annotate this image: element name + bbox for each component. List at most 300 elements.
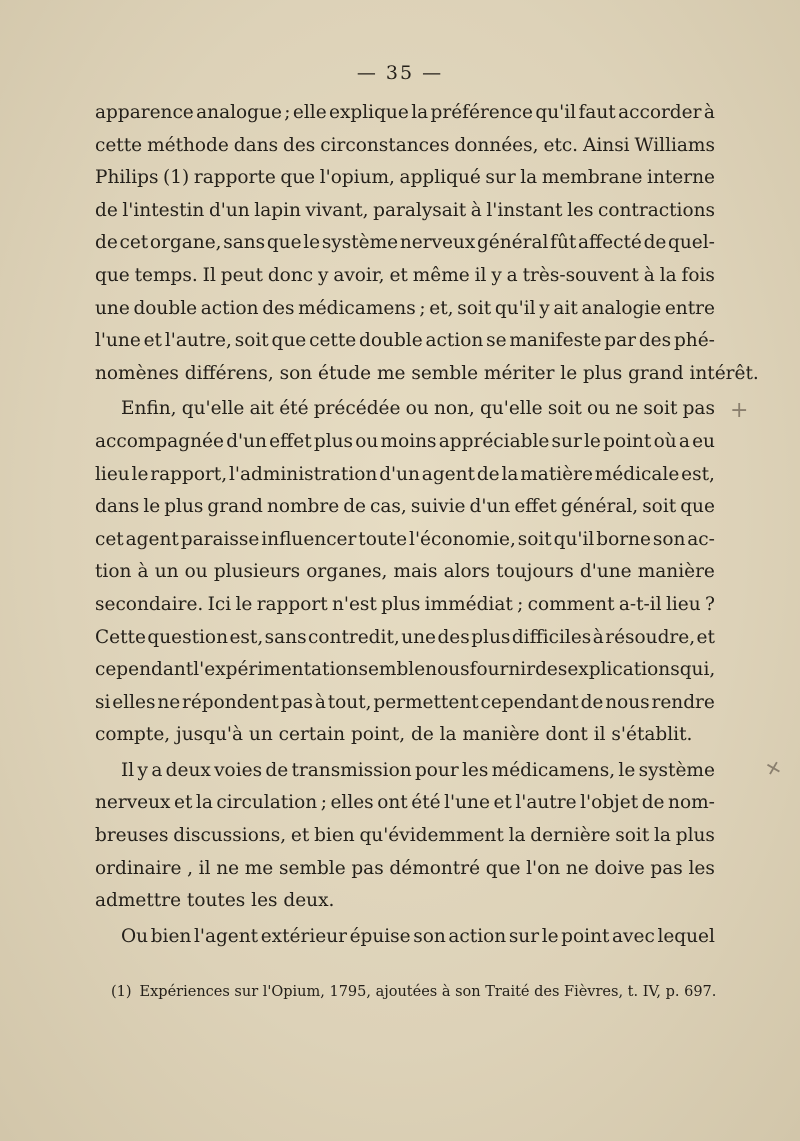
word: ont [377,792,408,814]
word: semble [278,857,346,879]
word: ou [184,561,208,583]
word: appréciable [438,430,550,452]
text-line [95,227,715,260]
word: transmission [291,759,412,781]
word: ne [615,398,639,420]
word: plus [313,430,354,452]
text-line-content [95,524,715,557]
word: donc [267,264,314,286]
word: la [508,825,526,847]
word: Il [121,759,135,781]
word: tout, [327,691,372,713]
word: la [659,264,677,286]
word: quel- [668,232,715,254]
word: dans [95,496,140,518]
word: influencer [261,528,357,550]
word: le [303,232,321,254]
word: organes, [306,561,388,583]
word: l'administration [228,463,378,485]
text-line [95,162,715,195]
word: l'une [444,792,490,814]
word: a [506,264,518,286]
footnote-ref: (1) [111,984,132,1000]
text-line [95,293,715,326]
word: ou [405,398,429,420]
word: très-souvent [522,264,639,286]
word: des [638,330,672,352]
word: (1) [163,167,190,189]
word: d'un [208,199,250,221]
word: à [314,691,326,713]
word: de [95,232,118,254]
word: ou [355,430,379,452]
word: grand [207,496,263,518]
word: soit [517,528,552,550]
word: contractions [598,199,715,221]
word: paraisse [180,528,260,550]
word: le [143,496,161,518]
word: de [343,496,366,518]
word: son [413,925,446,947]
word: rapport [256,593,328,615]
text-line-content [95,853,715,886]
text-line-content: admettre toutes les deux. [95,890,335,912]
word: cas, [370,496,407,518]
word: d'une [579,561,632,583]
word: soit [547,398,582,420]
word: y [137,759,148,781]
word: où [653,430,677,452]
word: fois [681,264,715,286]
word: etc. [543,134,579,156]
word: toute [358,528,408,550]
word: qu'elle [181,398,245,420]
word: suivie [410,496,466,518]
word: d'un [379,463,420,485]
word: Cette [95,626,146,648]
word: agent [125,528,179,550]
word: manière [637,561,715,583]
text-line [95,719,715,752]
text-line-content [95,687,715,720]
word: l'on [526,857,561,879]
word: lapin [254,199,301,221]
word: que [280,167,316,189]
word: méthode [147,134,229,156]
word: ; [419,297,426,319]
word: des [262,297,295,319]
word: une [95,297,130,319]
word: elles [112,691,156,713]
text-line-content: nomènes différens, son étude me semble mériter le plus grand intérêt. [95,362,759,384]
word: ait [553,297,578,319]
word: médicale [594,463,680,485]
word: cependant [95,659,194,681]
paragraph [95,921,715,954]
word: cependant [480,691,579,713]
word: sans [223,232,266,254]
word: à [470,199,482,221]
word: plus [471,626,511,648]
word: la [654,825,671,847]
word: et, [429,297,454,319]
word: ? [704,593,715,615]
word: les [462,759,489,781]
footnote-text: Expériences sur l'Opium, 1795, ajoutées à son Traité des Fièvres, t. IV, p. 697. [139,984,717,1000]
text-line-content: compte, jusqu'à un certain point, de la manière dont il s'établit. [95,724,693,746]
word: le [618,759,636,781]
text-line [95,820,715,853]
word: et [143,330,162,352]
word: le [131,463,149,485]
text-line [95,589,715,622]
word: pas [280,691,314,713]
word: plus [381,593,421,615]
word: démontré [389,857,481,879]
word: sur [551,430,582,452]
text-line [95,524,715,557]
word: organe, [149,232,222,254]
text-line-content [95,260,715,293]
text-line-content [95,787,715,820]
word: préférence [430,102,533,123]
text-line [95,787,715,820]
paragraph [95,97,759,390]
word: cette [95,134,143,156]
word: a [678,430,690,452]
word: elle [292,102,327,123]
word: Il [202,264,216,286]
text-line [95,97,715,130]
word: cet [95,528,124,550]
word: l'économie, [409,528,516,550]
word: soit [234,330,269,352]
word: analogie [581,297,662,319]
word: soit [642,496,677,518]
word: il [474,264,487,286]
word: Ici [207,593,232,615]
word: fût [550,232,577,254]
paragraph [95,393,715,752]
word: y [491,264,502,286]
word: ait [249,398,274,420]
text-line-content [95,195,715,228]
word: à [703,102,715,123]
word: l'autre [515,792,577,814]
word: Ou [121,925,149,947]
word: la [195,792,213,814]
word: l'objet [580,792,639,814]
word: médicamens, [491,759,616,781]
word: effet [514,496,557,518]
word: avec [612,925,655,947]
word: sur [485,167,516,189]
text-line-content [95,556,715,589]
word: système [638,759,715,781]
text-line [95,260,715,293]
word: action [448,925,507,947]
word: rapporte [193,167,276,189]
word: bien [314,825,355,847]
page-number: — 35 — [356,62,444,84]
word: et [389,264,408,286]
word: médicamens [298,297,416,319]
word: de [580,691,604,713]
word: qu'évidemment [359,825,504,847]
text-line [95,195,715,228]
word: qu'il [494,297,536,319]
word: soit [615,825,650,847]
text-line [95,755,715,788]
word: à [592,626,604,648]
word: semble [358,659,426,681]
text-line-content [95,622,715,655]
word: eu [692,430,715,452]
text-line-content [95,162,715,195]
word: données, [454,134,539,156]
text-line-content [95,293,715,326]
word: circulation [216,792,318,814]
word: lequel [657,925,715,947]
word: et [493,792,512,814]
word: de [641,792,665,814]
word: toujours [496,561,574,583]
word: y [539,297,550,319]
word: ou [587,398,611,420]
word: ne [565,857,589,879]
word: double [133,297,198,319]
text-line-content [95,491,715,524]
word: l'instant [486,199,563,221]
word: d'un [226,430,267,452]
word: que [266,232,302,254]
text-line [95,853,715,886]
word: agent [421,463,475,485]
word: mais [393,561,438,583]
word: , [187,857,193,879]
word: soit [457,297,492,319]
word: l'autre, [164,330,232,352]
word: vivant, [305,199,369,221]
word: effet [269,430,312,452]
word: est, [229,626,264,648]
word: avoir, [333,264,385,286]
text-line [95,130,715,163]
word: deux [165,759,211,781]
word: a [151,759,163,781]
text-line [95,687,715,720]
text-line-content [95,130,715,163]
word: de [95,199,118,221]
word: phé- [673,330,715,352]
text-line [95,921,715,954]
word: contredit, [308,626,400,648]
word: point [603,430,652,452]
word: son [652,528,686,550]
word: nombre [266,496,340,518]
text-line [95,491,715,524]
word: de [265,759,289,781]
word: lieu [665,593,701,615]
word: la [520,167,538,189]
word: pas [351,857,384,879]
word: et [696,626,715,648]
paragraph [95,755,715,918]
word: moins [380,430,437,452]
word: alors [443,561,491,583]
word: peut [220,264,263,286]
word: temps. [134,264,198,286]
word: par [604,330,637,352]
word: circonstances [320,134,450,156]
word: est, [681,463,715,485]
word: lieu [95,463,130,485]
text-line-content [95,654,715,687]
word: affecté [578,232,642,254]
word: a-t-il [618,593,662,615]
word: général [476,232,549,254]
word: des [535,659,568,681]
word: rapport, [150,463,228,485]
word: épuise [349,925,411,947]
word: pas [650,857,683,879]
word: que [485,857,521,879]
word: le [584,430,601,452]
word: breuses [95,825,169,847]
word: difficiles [511,626,592,648]
word: ; [517,593,524,615]
word: immédiat [424,593,513,615]
word: action [425,330,484,352]
word: question [147,626,228,648]
word: explique [329,102,409,123]
word: les [567,199,594,221]
text-line [95,622,715,655]
word: discussions, [173,825,287,847]
word: de [476,463,500,485]
text-line [95,393,715,426]
word: appliqué [399,167,481,189]
word: l'expérimentation [193,659,359,681]
word: membrane [541,167,643,189]
text-line-content [95,325,715,358]
word: un [154,561,179,583]
text-line-content [121,393,715,426]
word: me [244,857,274,879]
word: y [317,264,329,286]
word: de [643,232,667,254]
text-line [95,885,715,918]
word: point [561,925,610,947]
body-text [95,97,759,953]
word: comment [527,593,615,615]
word: matière [520,463,593,485]
word: qu'il [535,102,577,123]
word: nom- [668,792,715,814]
word: à [137,561,149,583]
word: elles [330,792,374,814]
text-line-content [95,426,715,459]
word: précédée [313,398,401,420]
text-line [95,325,715,358]
margin-mark: + [758,753,788,784]
word: plus [164,496,204,518]
text-line-content [121,755,715,788]
word: pas [682,398,715,420]
word: fournir [469,659,536,681]
margin-mark: + [730,398,749,423]
word: été [411,792,441,814]
word: si [95,691,111,713]
word: pour [414,759,459,781]
word: des [437,626,470,648]
word: général, [560,496,639,518]
text-line [95,426,715,459]
word: Williams [634,134,715,156]
word: d'un [469,496,511,518]
word: nous [425,659,470,681]
word: ne [216,857,240,879]
word: répondent [182,691,279,713]
word: l'opium, [319,167,395,189]
word: à [643,264,655,286]
word: et [174,792,193,814]
word: même [412,264,470,286]
word: ; [320,792,327,814]
word: interne [647,167,715,189]
word: entre [664,297,715,319]
text-line-content [95,459,715,492]
word: nerveux [95,792,171,814]
word: non, [433,398,475,420]
word: résoudre, [605,626,696,648]
text-line-content [95,97,715,130]
footnote [111,984,731,1000]
word: et [290,825,310,847]
word: qu'elle [480,398,543,420]
word: paralysait [373,199,467,221]
word: l'une [95,330,141,352]
word: sur [508,925,540,947]
word: une [401,626,436,648]
text-line-content [121,921,715,954]
word: tion [95,561,132,583]
word: ; [284,102,291,123]
word: se [486,330,507,352]
word: bien [150,925,192,947]
word: plusieurs [213,561,301,583]
word: ordinaire [95,857,182,879]
word: secondaire. [95,593,204,615]
word: nerveux [399,232,476,254]
text-line [95,556,715,589]
word: l'agent [193,925,259,947]
word: action [200,297,259,319]
text-line-content [95,820,715,853]
text-line [95,358,759,391]
word: explications [567,659,680,681]
word: il [198,857,211,879]
text-line [95,654,715,687]
word: nous [605,691,650,713]
word: que [680,496,715,518]
word: le [541,925,559,947]
text-line-content [95,227,715,260]
word: rendre [651,691,715,713]
word: dernière [530,825,611,847]
word: que [95,264,130,286]
word: cette [309,330,357,352]
